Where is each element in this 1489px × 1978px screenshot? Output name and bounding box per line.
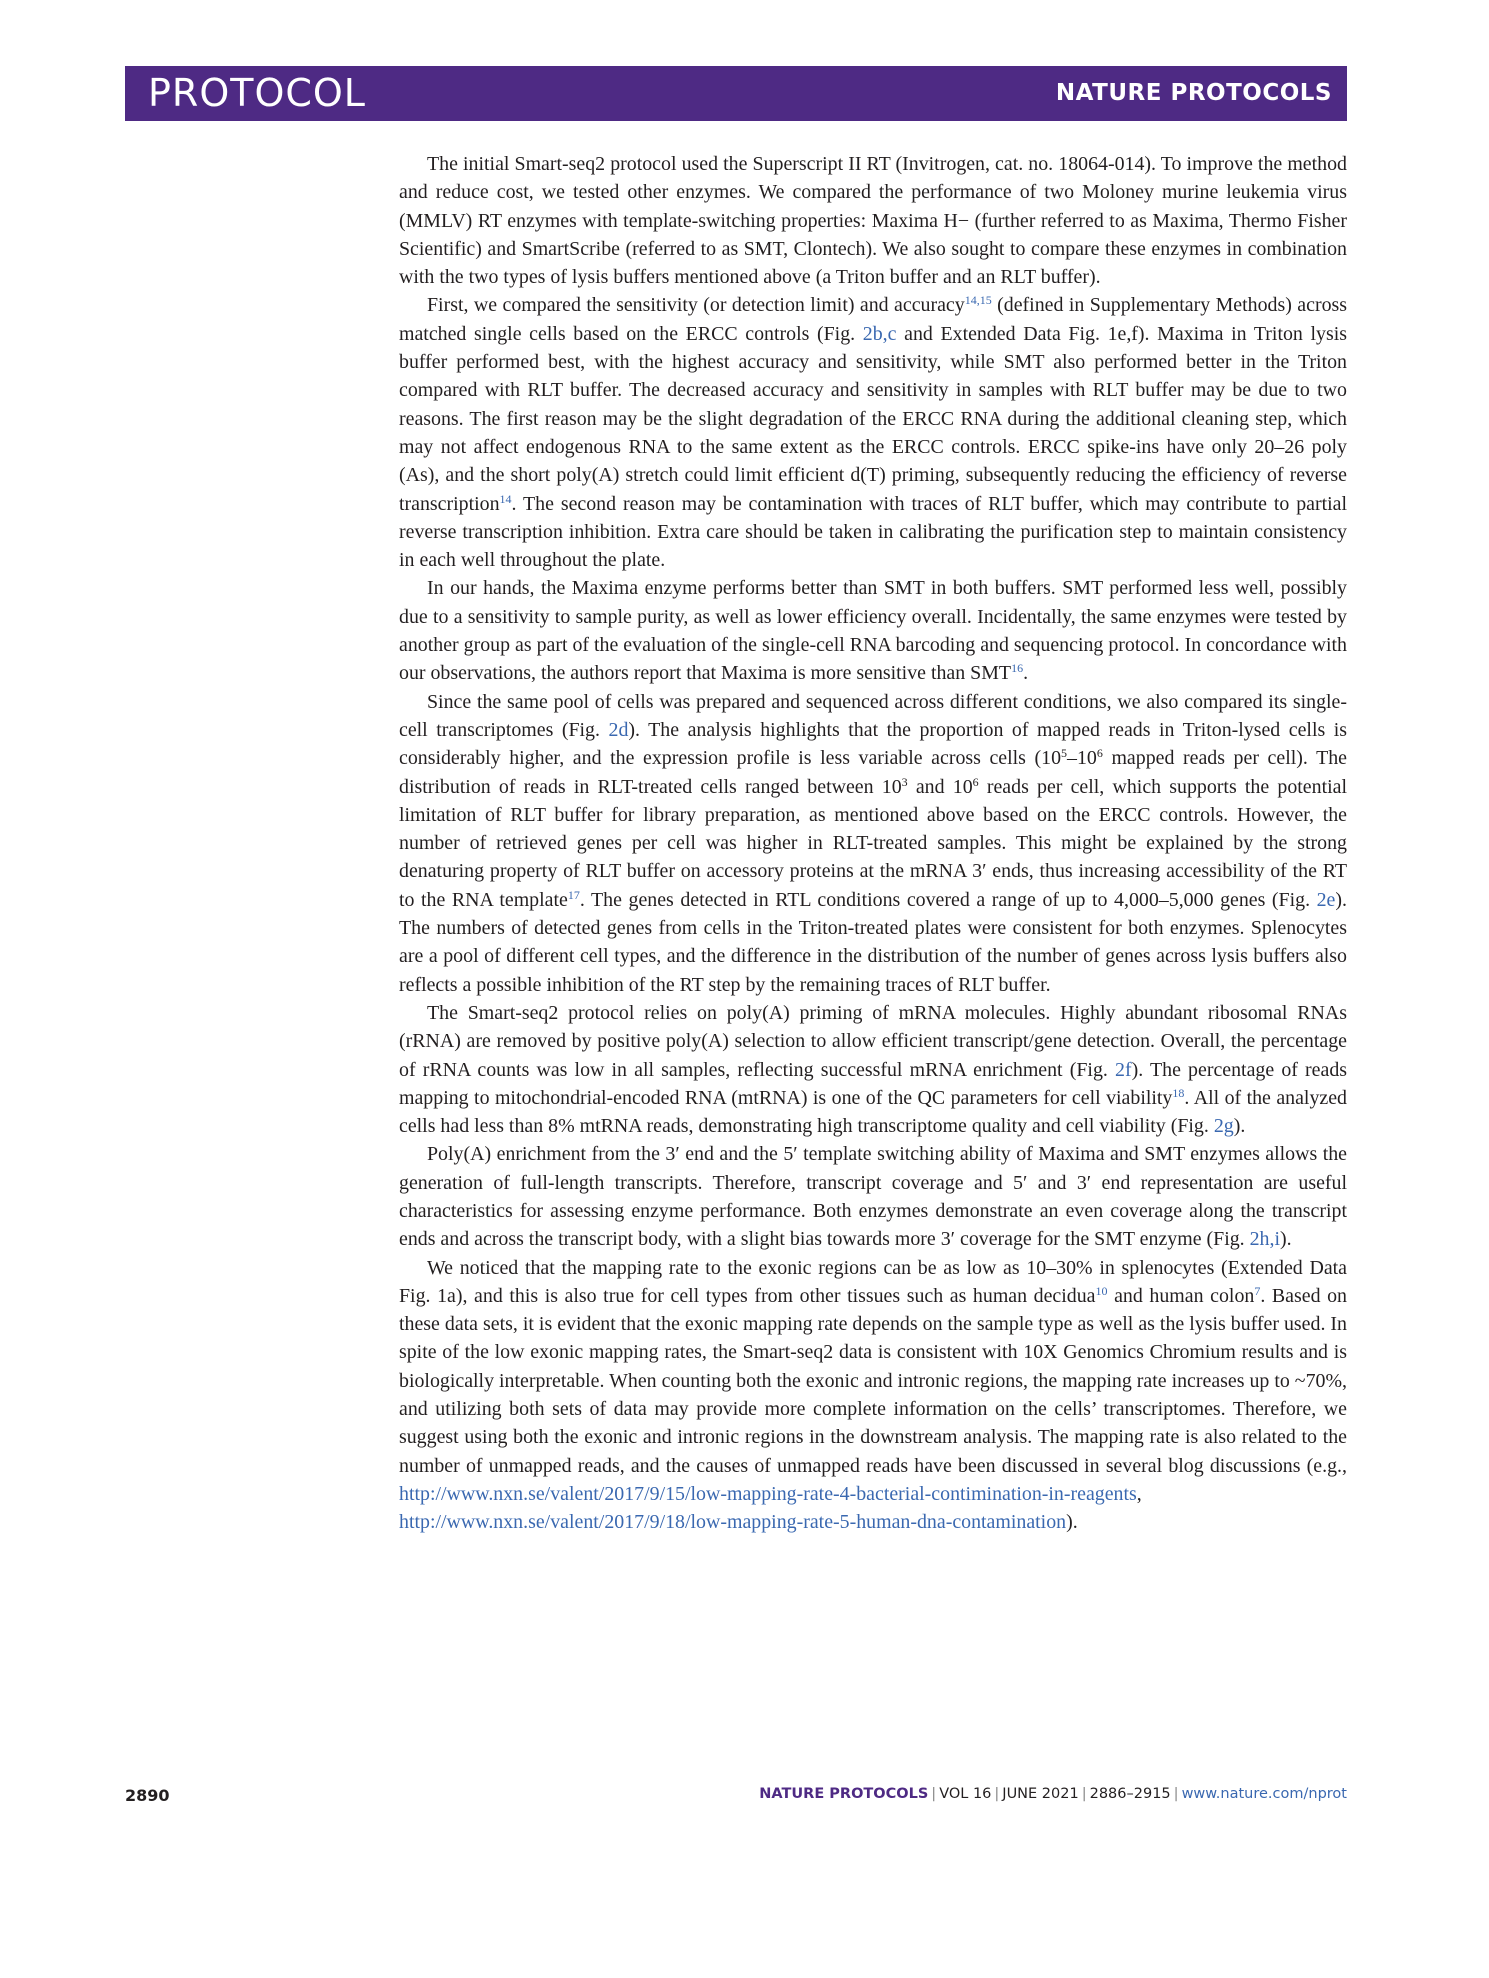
- text-run: First, we compared the sensitivity (or detection limit) and accuracy: [427, 294, 965, 317]
- text-run: ). The numbers of detected genes from cells in the Triton-treated plates were consistent for both enzymes. Splenocytes are a pool of different cell types, and the difference in the distribution of the number of genes across lysis buffers also reflects a possible inhibition of the RT step by the remaining traces of RLT buffer.: [399, 888, 1347, 996]
- separator: |: [1081, 1786, 1087, 1802]
- text-run: and 10: [907, 775, 973, 798]
- text-run: and Extended Data Fig. 1e,f). Maxima in Triton lysis buffer performed best, with the highest accuracy and sensitivity, while SMT also performed better in the Triton compared with RLT buffer. The decreased accuracy and sensitivity in samples with RLT buffer may be due to two reasons. The first reason may be the slight degradation of the ERCC RNA during the additional cleaning step, which may not affect endogenous RNA to the same extent as the ERCC controls. ERCC spike-ins have only 20–26 poly (As), and the short poly(A) stretch could limit efficient d(T) priming, subsequently reducing the efficiency of reverse transcription: [399, 322, 1347, 515]
- url-link[interactable]: http://www.nxn.se/valent/2017/9/18/low-mapping-rate-5-human-dna-contamination: [399, 1511, 1067, 1534]
- page-number: 2890: [125, 1786, 170, 1805]
- journal-name: NATURE PROTOCOLS: [1055, 80, 1332, 106]
- text-run: . The second reason may be contamination with traces of RLT buffer, which may contribute to partial reverse transcription inhibition. Extra care should be taken in calibrating the purification step to maintain consistency in each well throughout the plate.: [399, 492, 1347, 572]
- section-label: PROTOCOL: [148, 71, 366, 115]
- text-run: ).: [1233, 1115, 1246, 1138]
- text-run: . The genes detected in RTL conditions covered a range of up to 4,000–5,000 genes (Fig.: [579, 888, 1317, 911]
- figure-link[interactable]: 2b,c: [862, 322, 897, 345]
- text-run: and human colon: [1107, 1284, 1255, 1307]
- paragraph-enzymes: The initial Smart-seq2 protocol used the Superscript II RT (Invitrogen, cat. no. 18064-014). To improve the method and reduce cost, we tested other enzymes. We compared the performance of two Moloney murine leukemia virus (MMLV) RT enzymes with template-switching properties: Maxima H− (further referred to as Maxima, Thermo Fisher Scientific) and SmartScribe (referred to as SMT, Clontech). We also sought to compare these enzymes in combination with the two types of lysis buffers mentioned above (a Triton buffer and an RLT buffer).: [399, 153, 1347, 289]
- figure-link[interactable]: 2f: [1115, 1058, 1132, 1081]
- text-run: (defined in Supplementary Methods) across matched single cells based on the ERCC controls (Fig.: [399, 294, 1347, 345]
- paragraph-sensitivity: [399, 291, 1347, 574]
- superscript: 6: [972, 774, 979, 789]
- paragraph-polya: [399, 999, 1347, 1140]
- text-run: –10: [1067, 747, 1097, 770]
- citation-link[interactable]: 17: [567, 887, 580, 902]
- separator: |: [931, 1786, 937, 1802]
- citation-link[interactable]: 10: [1095, 1283, 1108, 1298]
- footer-journal: NATURE PROTOCOLS: [759, 1786, 929, 1802]
- text-run: We noticed that the mapping rate to the exonic regions can be as low as 10–30% in splenocytes (Extended Data Fig. 1a), and this is also true for cell types from other tissues such as human decidua: [399, 1256, 1347, 1307]
- text-run: Poly(A) enrichment from the 3′ end and the 5′ template switching ability of Maxima and SMT enzymes allows the generation of full-length transcripts. Therefore, transcript coverage and 5′ and 3′ end representation are useful characteristics for assessing enzyme performance. Both enzymes demonstrate an even coverage along the transcript ends and across the transcript body, with a slight bias towards more 3′ coverage for the SMT enzyme (Fig.: [399, 1143, 1347, 1251]
- text-run: mapped reads per cell). The distribution of reads in RLT-treated cells ranged between 10: [399, 747, 1347, 798]
- text-run: . Based on these data sets, it is evident that the exonic mapping rate depends on the sample type as well as the lysis buffer used. In spite of the low exonic mapping rates, the Smart-seq2 data is consistent with 10X Genomics Chromium results and is biologically interpretable. When counting both the exonic and intronic regions, the mapping rate increases up to ~70%, and utilizing both sets of data may provide more complete information on the cells’ transcriptomes. Therefore, we suggest using both the exonic and intronic regions in the downstream analysis. The mapping rate is also related to the number of unmapped reads, and the causes of unmapped reads have been discussed in several blog discussions (e.g.,: [399, 1284, 1347, 1477]
- footer-url[interactable]: www.nature.com/nprot: [1181, 1786, 1347, 1802]
- url-link[interactable]: http://www.nxn.se/valent/2017/9/15/low-mapping-rate-4-bacterial-contimination-in-reagents: [399, 1482, 1137, 1505]
- footer-citation: [759, 1786, 1347, 1802]
- article-body: [399, 150, 1347, 1537]
- text-run: ,: [1136, 1482, 1142, 1505]
- header-band: [125, 66, 1347, 121]
- superscript: 5: [1061, 746, 1068, 761]
- paragraph-coverage: [399, 1140, 1347, 1253]
- text-run: ).: [1280, 1228, 1292, 1251]
- paragraph-mapping: [399, 1254, 1347, 1537]
- text-run: ). The percentage of reads mapping to mitochondrial-encoded RNA (mtRNA) is one of the QC parameters for cell viability: [399, 1058, 1347, 1109]
- text-run: .: [1023, 662, 1029, 685]
- citation-link[interactable]: 18: [1172, 1085, 1185, 1100]
- separator: |: [994, 1786, 1000, 1802]
- figure-link[interactable]: 2h,i: [1249, 1228, 1280, 1251]
- text-run: . All of the analyzed cells had less than 8% mtRNA reads, demonstrating high transcriptome quality and cell viability (Fig.: [399, 1086, 1348, 1138]
- figure-link[interactable]: 2e: [1316, 888, 1336, 911]
- text-run: ).: [1066, 1511, 1078, 1534]
- citation-link[interactable]: 14: [499, 491, 512, 506]
- text-run: ). The analysis highlights that the proportion of mapped reads in Triton-lysed cells is considerably higher, and the expression profile is less variable across cells (10: [399, 718, 1347, 770]
- text-run: reads per cell, which supports the potential limitation of RLT buffer for library preparation, as mentioned above based on the ERCC controls. However, the number of retrieved genes per cell was higher in RLT-treated samples. This might be explained by the strong denaturing property of RLT buffer on accessory proteins at the mRNA 3′ ends, thus increasing accessibility of the RT to the RNA template: [399, 775, 1347, 911]
- text-run: In our hands, the Maxima enzyme performs better than SMT in both buffers. SMT performed less well, possibly due to a sensitivity to sample purity, as well as lower efficiency overall. Incidentally, the same enzymes were tested by another group as part of the evaluation of the single-cell RNA barcoding and sequencing protocol. In concordance with our observations, the authors report that Maxima is more sensitive than SMT: [399, 577, 1347, 685]
- footer-date: JUNE 2021: [1002, 1786, 1079, 1802]
- separator: |: [1173, 1786, 1179, 1802]
- footer-volume: VOL 16: [939, 1786, 992, 1802]
- figure-link[interactable]: 2g: [1213, 1115, 1234, 1138]
- figure-link[interactable]: 2d: [608, 718, 629, 741]
- citation-link[interactable]: 7: [1254, 1283, 1261, 1298]
- superscript: 3: [901, 774, 908, 789]
- paragraph-maxima: [399, 574, 1347, 687]
- paragraph-transcriptomes: [399, 688, 1347, 999]
- citation-link[interactable]: 14,15: [964, 293, 992, 308]
- footer-pages: 2886–2915: [1089, 1786, 1171, 1802]
- text-run: The Smart-seq2 protocol relies on poly(A) priming of mRNA molecules. Highly abundant ribosomal RNAs (rRNA) are removed by positive poly(A) selection to allow efficient transcript/gene detection. Overall, the percentage of rRNA counts was low in all samples, reflecting successful mRNA enrichment (Fig.: [399, 1001, 1347, 1081]
- text-run: Since the same pool of cells was prepared and sequenced across different conditions, we also compared its single-cell transcriptomes (Fig.: [399, 690, 1347, 741]
- superscript: 6: [1096, 746, 1103, 761]
- citation-link[interactable]: 16: [1011, 661, 1024, 676]
